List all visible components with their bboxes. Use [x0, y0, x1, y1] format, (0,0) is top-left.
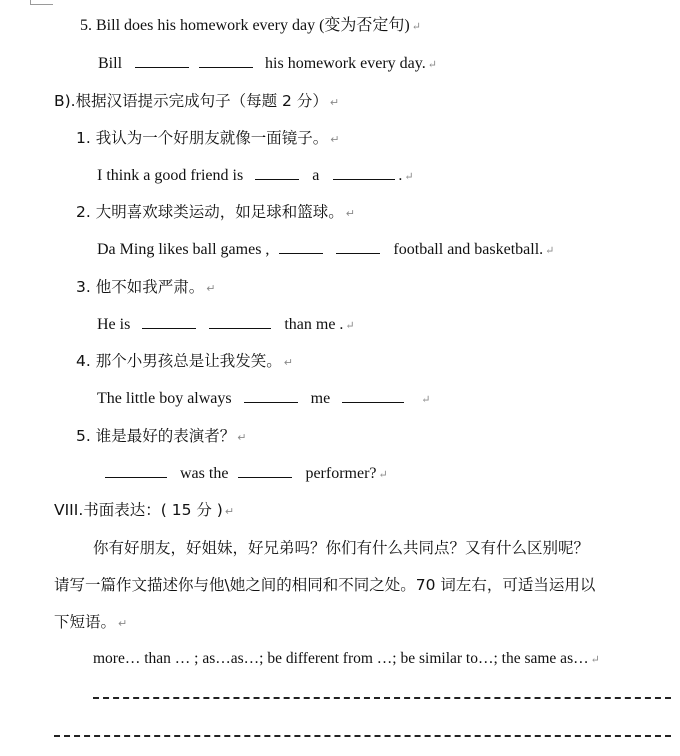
- paragraph-mark-icon: ↵: [283, 356, 293, 369]
- answer-blank[interactable]: [255, 164, 299, 180]
- paragraph-mark-icon: ↵: [421, 394, 431, 406]
- answer-blank[interactable]: [342, 387, 404, 403]
- answer-blank[interactable]: [336, 238, 380, 254]
- answer-blank[interactable]: [135, 52, 189, 68]
- item-b3-answer: He is than me . ↵: [97, 313, 355, 337]
- writing-prompt-line-2: 请写一篇作文描述你与他\她之间的相同和不同之处。70 词左右，可适当运用以: [54, 576, 596, 594]
- item-a5-question: 5. Bill does his homework every day (变为否定句) ↵: [80, 17, 421, 34]
- writing-prompt-line-3: 下短语。 ↵: [54, 613, 128, 631]
- item-b2-prompt: 2. 大明喜欢球类运动，如足球和篮球。 ↵: [76, 203, 355, 221]
- answer-blank[interactable]: [279, 238, 323, 254]
- answer-blank[interactable]: [333, 164, 395, 180]
- item-b2-answer: Da Ming likes ball games , football and basketball. ↵: [97, 238, 554, 262]
- paragraph-mark-icon: ↵: [427, 59, 437, 71]
- item-b4-answer: The little boy always me ↵: [97, 387, 430, 411]
- section-viii-heading: VIII.书面表达：( 15 分 ) ↵: [54, 501, 235, 519]
- item-b3-prompt: 3. 他不如我严肃。 ↵: [76, 278, 216, 296]
- writing-line[interactable]: [93, 697, 671, 699]
- paragraph-mark-icon: ↵: [590, 654, 600, 666]
- paragraph-mark-icon: ↵: [237, 431, 247, 444]
- item-b1-answer: I think a good friend is a . ↵: [97, 164, 414, 188]
- paragraph-mark-icon: ↵: [118, 617, 128, 630]
- section-b-heading: B).根据汉语提示完成句子（每题 2 分） ↵: [54, 92, 340, 110]
- page-corner-mark: [30, 0, 53, 5]
- answer-blank[interactable]: [244, 387, 298, 403]
- answer-blank[interactable]: [199, 52, 253, 68]
- answer-blank[interactable]: [142, 313, 196, 329]
- writing-prompt-line-1: 你有好朋友，好姐妹，好兄弟吗？你们有什么共同点？又有什么区别呢？: [93, 539, 590, 557]
- item-a5-answer: Bill his homework every day. ↵: [98, 52, 437, 76]
- paragraph-mark-icon: ↵: [345, 207, 355, 220]
- item-b1-prompt: 1. 我认为一个好朋友就像一面镜子。 ↵: [76, 129, 340, 147]
- paragraph-mark-icon: ↵: [330, 133, 340, 146]
- useful-phrases: more… than … ; as…as…; be different from …; be similar to…; the same as… ↵: [93, 650, 600, 667]
- paragraph-mark-icon: ↵: [411, 21, 421, 33]
- paragraph-mark-icon: ↵: [545, 245, 555, 257]
- item-b4-prompt: 4. 那个小男孩总是让我发笑。 ↵: [76, 352, 293, 370]
- paragraph-mark-icon: ↵: [224, 505, 235, 518]
- paragraph-mark-icon: ↵: [378, 469, 388, 481]
- paragraph-mark-icon: ↵: [404, 171, 414, 183]
- answer-blank[interactable]: [105, 462, 167, 478]
- paragraph-mark-icon: ↵: [206, 282, 216, 295]
- item-b5-answer: was the performer? ↵: [103, 462, 388, 486]
- paragraph-mark-icon: ↵: [345, 320, 355, 332]
- item-b5-prompt: 5. 谁是最好的表演者？ ↵: [76, 427, 247, 445]
- answer-blank[interactable]: [238, 462, 292, 478]
- paragraph-mark-icon: ↵: [329, 96, 340, 109]
- writing-line[interactable]: [54, 735, 671, 737]
- answer-blank[interactable]: [209, 313, 271, 329]
